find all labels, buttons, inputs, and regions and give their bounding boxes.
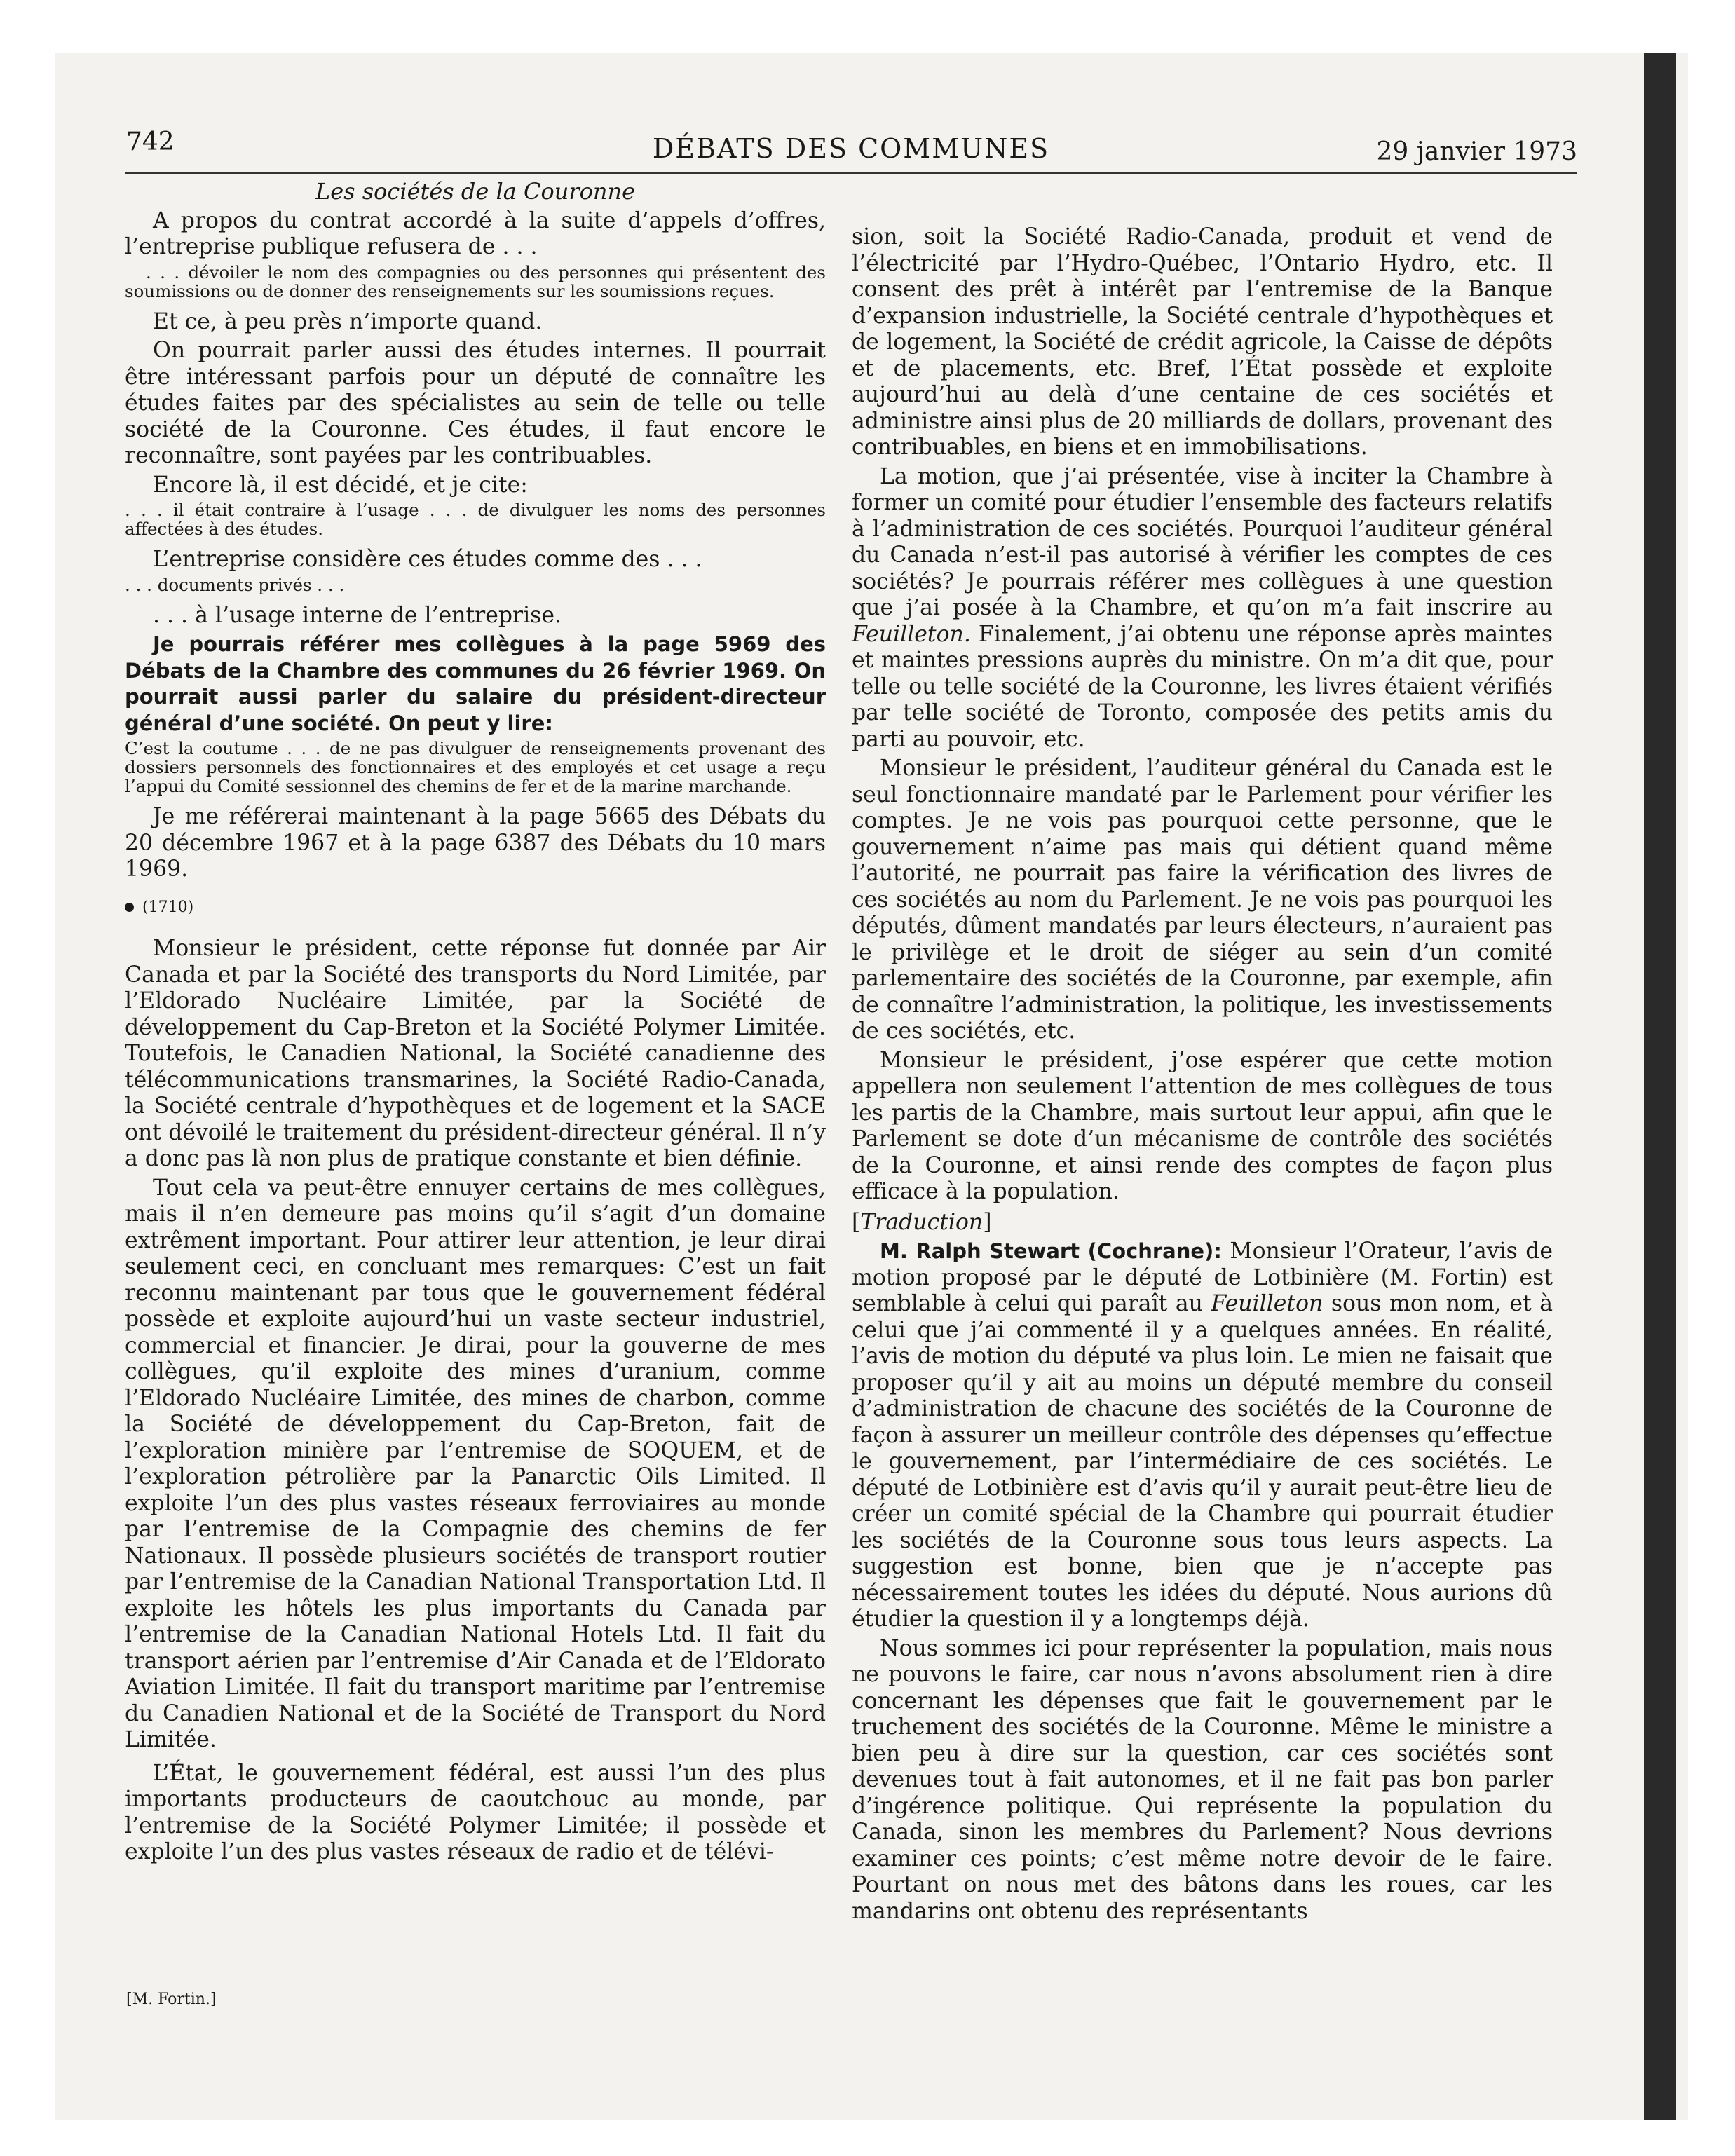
paragraph-text: La motion, que j’ai présentée, vise à inciter la Chambre à former un comité pour étudier l’ensemble des facteurs relatifs à l’administration de ces sociétés. Pourquoi l’auditeur général du Canada n’est-il pas autorisé à vérifier les comptes de ces sociétés? Je pourrais référer mes collègues à une question que j’ai posée à la Chambre, et qu’on m’a fait inscrire au xyxy=(852,463,1553,620)
issue-date: 29 janvier 1973 xyxy=(1376,137,1577,166)
paragraph: . . . à l’usage interne de l’entreprise. xyxy=(153,602,562,628)
block-quote: . . . dévoiler le nom des compagnies ou des personnes qui présentent des soumissions ou de donner des renseignements sur les soumissions reçues. xyxy=(125,261,826,301)
paragraph: Je me référerai maintenant à la page 5665 des Débats du 20 décembre 1967 et à la page 6387 des Débats du 10 mars 1969. xyxy=(125,804,826,882)
paragraph: L’État, le gouvernement fédéral, est aussi l’un des plus importants producteurs de caoutchouc au monde, par l’entremise de la Société Polymer Limitée; il possède et exploite l’un des plus vastes réseaux de radio et de télévi- xyxy=(125,1760,826,1864)
paragraph: Tout cela va peut-être ennuyer certains de mes collègues, mais il n’en demeure pas moins qu’il s’agit d’un domaine extrêment important. Pour attirer leur attention, je leur dirai seulement ceci, en concluant mes remarques: C’est un fait reconnu maintenant par tous que le gouvernement fédéral possède et exploite aujourd’hui un vaste secteur industriel, commercial et financier. Je dirai, pour la gouverne de mes collègues, qu’il exploite des mines d’uranium, comme l’Eldorado Nucléaire Limitée, des mines de charbon, comme la Société de développement du Cap-Breton, fait de l’exploration minière par l’entremise de SOQUEM, et de l’exploration pétrolière par la Panarctic Oils Limited. Il exploite l’un des plus vastes réseaux ferroviaires au monde par l’entremise de la Compagnie des chemins de fer Nationaux. Il possède plusieurs sociétés de transport routier par l’entremise de la Canadian National Transportation Ltd. Il exploite les hôtels les plus importants du Canada par l’entremise de la Canadian National Hotels Ltd. Il fait du transport aérien par l’entremise d’Air Canada et de l’Eldorato Aviation Limitée. Il fait du transport maritime par l’entremise du Canadien National et de la Société de Transport du Nord Limitée. xyxy=(125,1175,826,1752)
block-quote: C’est la coutume . . . de ne pas divulguer de renseignements provenant des dossiers personnels des fonctionnaires et des employés et cet usage a reçu l’appui du Comité sessionnel des chemins de fer et de la marine marchande. xyxy=(125,738,826,796)
time-marker-label: (1710) xyxy=(142,898,194,916)
left-column xyxy=(125,179,826,1866)
feuilleton-ref: Feuilleton xyxy=(1211,1291,1324,1316)
paragraph-text: Finalement, j’ai obtenu une réponse après maintes et maintes pressions auprès du ministre. On m’a dit que, pour telle ou telle société de la Couronne, les livres étaient vérifiés par telle société de Toronto, composée des petits amis du parti au pouvoir, etc. xyxy=(852,621,1553,752)
block-quote: . . . documents privés . . . xyxy=(125,574,345,595)
paragraph xyxy=(852,464,1553,753)
paragraph: Nous sommes ici pour représenter la population, mais nous ne pouvons le faire, car nous n’avons absolument rien à dire concernant les dépenses que fait le gouvernement par le truchement des sociétés de la Couronne. Même le ministre a bien peu à dire sur la question, car ces sociétés sont devenues tout à fait autonomes, et il ne fait pas bon parler d’ingérence politique. Qui représente la population du Canada, sinon les membres du Parlement? Nous devrions examiner ces points; c’est même notre devoir de le faire. Pourtant on nous met des bâtons dans les roues, car les mandarins ont obtenu des représentants xyxy=(852,1635,1553,1924)
publication-title: DÉBATS DES COMMUNES xyxy=(652,133,1050,164)
paragraph: Monsieur le président, l’auditeur général du Canada est le seul fonctionnaire mandaté par le Parlement pour vérifier les comptes. Je ne vois pas pourquoi cette personne, que le gouvernement n’aime pas mais qui détient quand même l’autorité, ne pourrait pas faire la vérification des livres de ces sociétés au nom du Parlement. Je ne vois pas pourquoi les députés, dûment mandatés par leurs électeurs, n’auraient pas le privilège et le droit de siéger au sein d’un comité parlementaire des sociétés de la Couronne, par exemple, afin de connaître l’administration, la politique, les investissements de ces sociétés, etc. xyxy=(852,756,1553,1044)
block-quote: . . . il était contraire à l’usage . . . de divulguer les noms des personnes affectées à des études. xyxy=(125,500,826,539)
paragraph: Encore là, il est décidé, et je cite: xyxy=(153,472,528,498)
bracket: ] xyxy=(983,1209,992,1235)
paragraph xyxy=(852,1239,1553,1633)
paragraph: Monsieur le président, j’ose espérer que cette motion appellera non seulement l’attention de mes collègues de tous les partis de la Chambre, mais surtout leur appui, afin que le Parlement se dote d’un mécanisme de contrôle des sociétés de la Couronne, et ainsi rende des comptes de façon plus efficace à la population. xyxy=(852,1047,1553,1204)
paragraph-text: sous mon nom, et à celui que j’ai commenté il y a quelques années. En réalité, l’avis de motion du député va plus loin. Le mien ne faisait que proposer qu’il y ait au moins un député membre du conseil d’administration de chacune des sociétés de la Couronne de façon à assurer un meilleur contrôle des dépenses qu’effectue le gouvernement, par l’intermédiaire de ces sociétés. Le député de Lotbinière est d’avis qu’il y aurait peut-être lieu de créer un comité spécial de la Chambre qui pourrait étudier les sociétés de la Couronne sous tous leurs aspects. La suggestion est bonne, bien que je n’accepte pas nécessairement toutes les idées du député. Nous aurions dû étudier la question il y a longtemps déjà. xyxy=(852,1291,1553,1632)
scan-edge xyxy=(1644,53,1676,2120)
speaker-name: M. Ralph Stewart (Cochrane): xyxy=(880,1239,1222,1263)
section-title: Les sociétés de la Couronne xyxy=(315,178,636,205)
right-column xyxy=(852,224,1553,1925)
bullet-icon xyxy=(125,903,134,912)
page-number: 742 xyxy=(126,128,175,156)
paragraph-text: Monsieur l’Orateur, l’avis de motion proposé par le député de Lotbinière (M. Fortin) est semblable à celui qui paraît au xyxy=(852,1239,1553,1316)
paragraph: Et ce, à peu près n’importe quand. xyxy=(153,308,543,334)
paragraph: sion, soit la Société Radio-Canada, produit et vend de l’électricité par l’Hydro-Québec, l’Ontario Hydro, etc. Il consent des prêt à intérêt par l’entremise de la Banque d’expansion industrielle, la Société centrale d’hypothèques et de logement, la Société de crédit agricole, la Caisse de dépôts et de placements, etc. Bref, l’État possède et exploite aujourd’hui au delà d’une centaine de ces sociétés et administre ainsi plus de 20 milliards de dollars, provenant des contribuables, en biens et en immobilisations. xyxy=(852,224,1553,460)
speaker-attribution: [M. Fortin.] xyxy=(126,1991,217,2008)
paragraph: On pourrait parler aussi des études internes. Il pourrait être intéressant parfois pour un député de connaître les études faites par des spécialistes au sein de telle ou telle société de la Couronne. Ces études, il faut encore le reconnaître, sont payées par les contribuables. xyxy=(125,338,826,468)
time-marker xyxy=(125,894,826,921)
paragraph: Monsieur le président, cette réponse fut donnée par Air Canada et par la Société des transports du Nord Limitée, par l’Eldorado Nucléaire Limitée, par la Société de développement du Cap-Breton et la Société Polymer Limitée. Toutefois, le Canadien National, la Société canadienne des télécommunications transmarines, la Société Radio-Canada, la Société centrale d’hypothèques et de logement et la SACE ont dévoilé le traitement du président-directeur général. Il n’y a donc pas là non plus de pratique constante et bien définie. xyxy=(125,936,826,1171)
translation-label: Traduction xyxy=(860,1209,984,1235)
paragraph: A propos du contrat accordé à la suite d’appels d’offres, l’entreprise publique refusera de . . . xyxy=(125,207,826,259)
page-header xyxy=(125,126,1577,174)
translation-note xyxy=(852,1210,1553,1236)
bracket: [ xyxy=(852,1209,861,1235)
paragraph: L’entreprise considère ces études comme des . . . xyxy=(153,547,702,572)
feuilleton-ref: Feuilleton. xyxy=(852,621,971,647)
paragraph-bold: Je pourrais référer mes collègues à la page 5969 des Débats de la Chambre des communes du 26 février 1969. On pourrait aussi parler du salaire du président-directeur général d’une société. On peut y lire: xyxy=(125,632,826,735)
